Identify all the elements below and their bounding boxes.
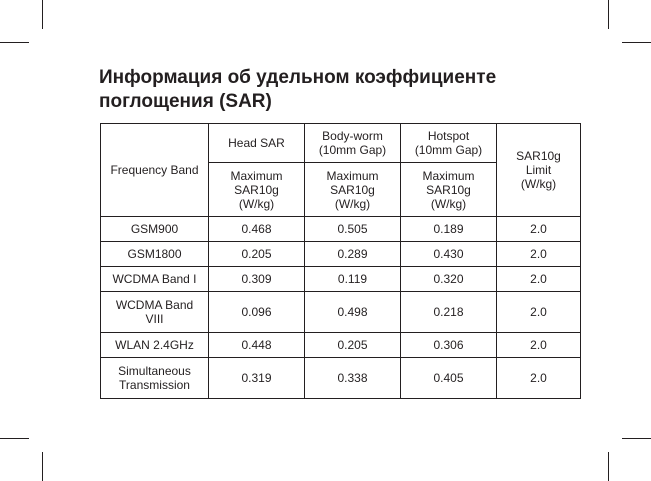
cell-body: 0.498 [305,292,401,333]
cell-limit: 2.0 [497,333,581,358]
cell-band: GSM900 [101,217,209,242]
crop-mark-top-right-horizontal [622,42,651,43]
crop-mark-top-right-vertical [608,0,609,29]
cell-limit: 2.0 [497,292,581,333]
cell-limit: 2.0 [497,358,581,399]
cell-body: 0.205 [305,333,401,358]
cell-head: 0.319 [209,358,305,399]
cell-band: WCDMA Band VIII [101,292,209,333]
subheader-body-max: Maximum SAR10g (W/kg) [305,163,401,217]
table-row [101,242,581,267]
cell-limit: 2.0 [497,267,581,292]
table-row [101,292,581,333]
title-line-2: поглощения (SAR) [99,91,272,112]
cell-hotspot: 0.189 [401,217,497,242]
subheader-head-max: Maximum SAR10g (W/kg) [209,163,305,217]
page-title [99,66,569,114]
cell-body: 0.289 [305,242,401,267]
table-row [101,333,581,358]
header-frequency-band: Frequency Band [101,124,209,217]
crop-mark-bottom-left-vertical [42,452,43,481]
cell-limit: 2.0 [497,217,581,242]
cell-body: 0.119 [305,267,401,292]
cell-head: 0.096 [209,292,305,333]
title-line-1: Информация об удельном коэффициенте [99,67,497,88]
crop-mark-bottom-right-vertical [608,452,609,481]
table-row [101,217,581,242]
cell-band: WLAN 2.4GHz [101,333,209,358]
cell-head: 0.205 [209,242,305,267]
cell-body: 0.338 [305,358,401,399]
crop-mark-top-left-horizontal [0,42,29,43]
cell-hotspot: 0.405 [401,358,497,399]
cell-body: 0.505 [305,217,401,242]
cell-band: GSM1800 [101,242,209,267]
cell-head: 0.448 [209,333,305,358]
table-row [101,267,581,292]
subheader-hotspot-max: Maximum SAR10g (W/kg) [401,163,497,217]
table-header-row [101,124,581,163]
header-head-sar: Head SAR [209,124,305,163]
cell-head: 0.468 [209,217,305,242]
cell-head: 0.309 [209,267,305,292]
cell-hotspot: 0.320 [401,267,497,292]
cell-limit: 2.0 [497,242,581,267]
crop-mark-top-left-vertical [42,0,43,29]
cell-hotspot: 0.218 [401,292,497,333]
crop-mark-bottom-right-horizontal [622,438,651,439]
sar-table [100,123,581,399]
header-hotspot: Hotspot (10mm Gap) [401,124,497,163]
cell-hotspot: 0.430 [401,242,497,267]
header-sar-limit: SAR10g Limit (W/kg) [497,124,581,217]
cell-band: Simultaneous Transmission [101,358,209,399]
cell-band: WCDMA Band I [101,267,209,292]
cell-hotspot: 0.306 [401,333,497,358]
header-body-worn: Body-worm (10mm Gap) [305,124,401,163]
table-row [101,358,581,399]
crop-mark-bottom-left-horizontal [0,438,29,439]
